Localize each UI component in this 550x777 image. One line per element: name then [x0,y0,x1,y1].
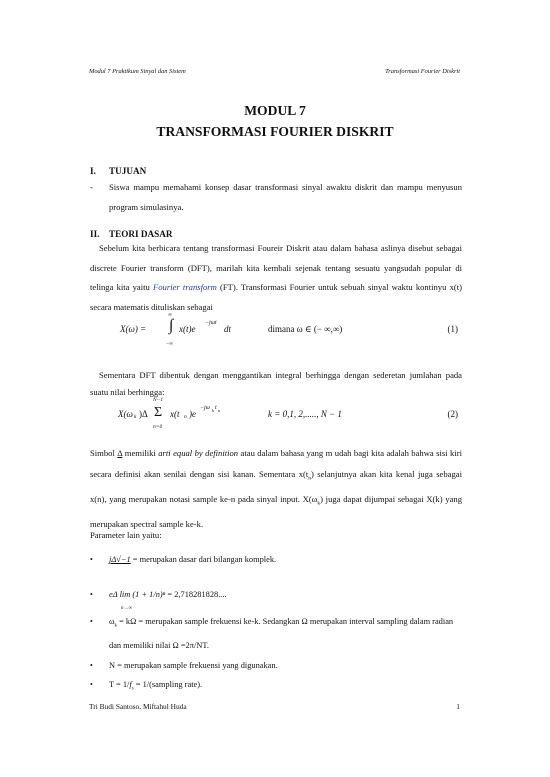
list-item: • eΔ lim (1 + 1/n)ⁿ n→∞ = 2,718281828.... [90,589,227,611]
module-subtitle: TRANSFORMASI FOURIER DISKRIT [156,124,394,139]
equation-2: X(ω k )Δ Σ N−1 n=0 x(t n )e −jω k t n k = 0,1, 2,....., N − 1 (2) [118,397,458,430]
section-heading-tujuan: I. TUJUAN [90,166,147,176]
delta-symbol: Δ [117,448,123,458]
fourier-transform-term: Fourier transform [153,282,217,292]
header-right: Transformasi Fourier Diskrit [385,68,460,75]
page-number: 1 [456,702,460,711]
paragraph-intro: Sebelum kita berbicara tentang transformasi Foureir Diskrit atau dalam bahasa aslinya disebut sebagai discrete Fourier transform (DFT), marilah kita kembali sejenak tentang sesuatu yangsudah popular di telinga kita yaitu Fourier transform (FT). Transformasi Fourier untuk sebuah sinyal waktu kontinyu x(t) secara matematis dituliskan sebagai [90,243,462,312]
list-item: • $\omega_k = k\Omega$ = merupakan sample frekuensi ke-k. Sedangkan Ω merupakan interval sampling dalam radian dan memiliki nilai Ω =2π/NT. [90,617,454,650]
list-item: • jΔ√−1 = merupakan dasar dari bilangan komplek. [90,555,277,564]
list-item: • $T = 1/f_s$ = 1/(sampling rate). [90,679,203,692]
parameter-label: Parameter lain yaitu: [90,530,162,540]
running-header [89,68,460,75]
paragraph-dft: Sementara DFT dibentuk dengan menggantikan integral berhingga dengan sederetan jumlahan pada suatu nilai berhingga: [90,370,462,397]
footer-authors: Tri Budi Santoso, Miftahul Huda [89,702,187,711]
equation-1: X(ω) = ∫ ∞ −∞ x(t)e −jωt dt dimana ω ∈ (− ∞,∞) (1) [120,312,458,347]
tujuan-text: Siswa mampu memahami konsep dasar transformasi sinyal awaktu diskrit dan mampu menyusun program simulasinya. [109,182,462,212]
module-title: MODUL 7 [244,103,306,118]
math-expr: eΔ lim (1 + 1/n)ⁿ [109,589,166,599]
section-heading-teori: II. TEORI DASAR [90,229,173,239]
math-expr: jΔ√−1 [109,555,131,564]
parameter-list [90,551,462,697]
list-item: • N = merupakan sample frekuensi yang digunakan. [90,660,278,670]
page-footer [89,702,460,711]
header-left: Modul 7 Praktikum Sinyal dan Sistem [89,68,186,75]
paragraph-symbol: Simbol Δ memiliki arti equal by definition atau dalam bahasa yang m udah bagi kita adalah bahwa sisi kiri secara definisi akan senilai dengan sisi kanan. Sementara $x(t_n)$ selanjutnya akan kita kenal juga sebagai x(n), yang merupakan notasi sample ke-n pada sinyal input. $X(\omega_k)$ juga dapat dijumpai sebagai X(k) yang merupakan spectral sample ke-k. [90,448,462,529]
tujuan-item: - Siswa mampu memahami konsep dasar transformasi sinyal awaktu diskrit dan mampu menyusun program simulasinya. [90,178,462,217]
